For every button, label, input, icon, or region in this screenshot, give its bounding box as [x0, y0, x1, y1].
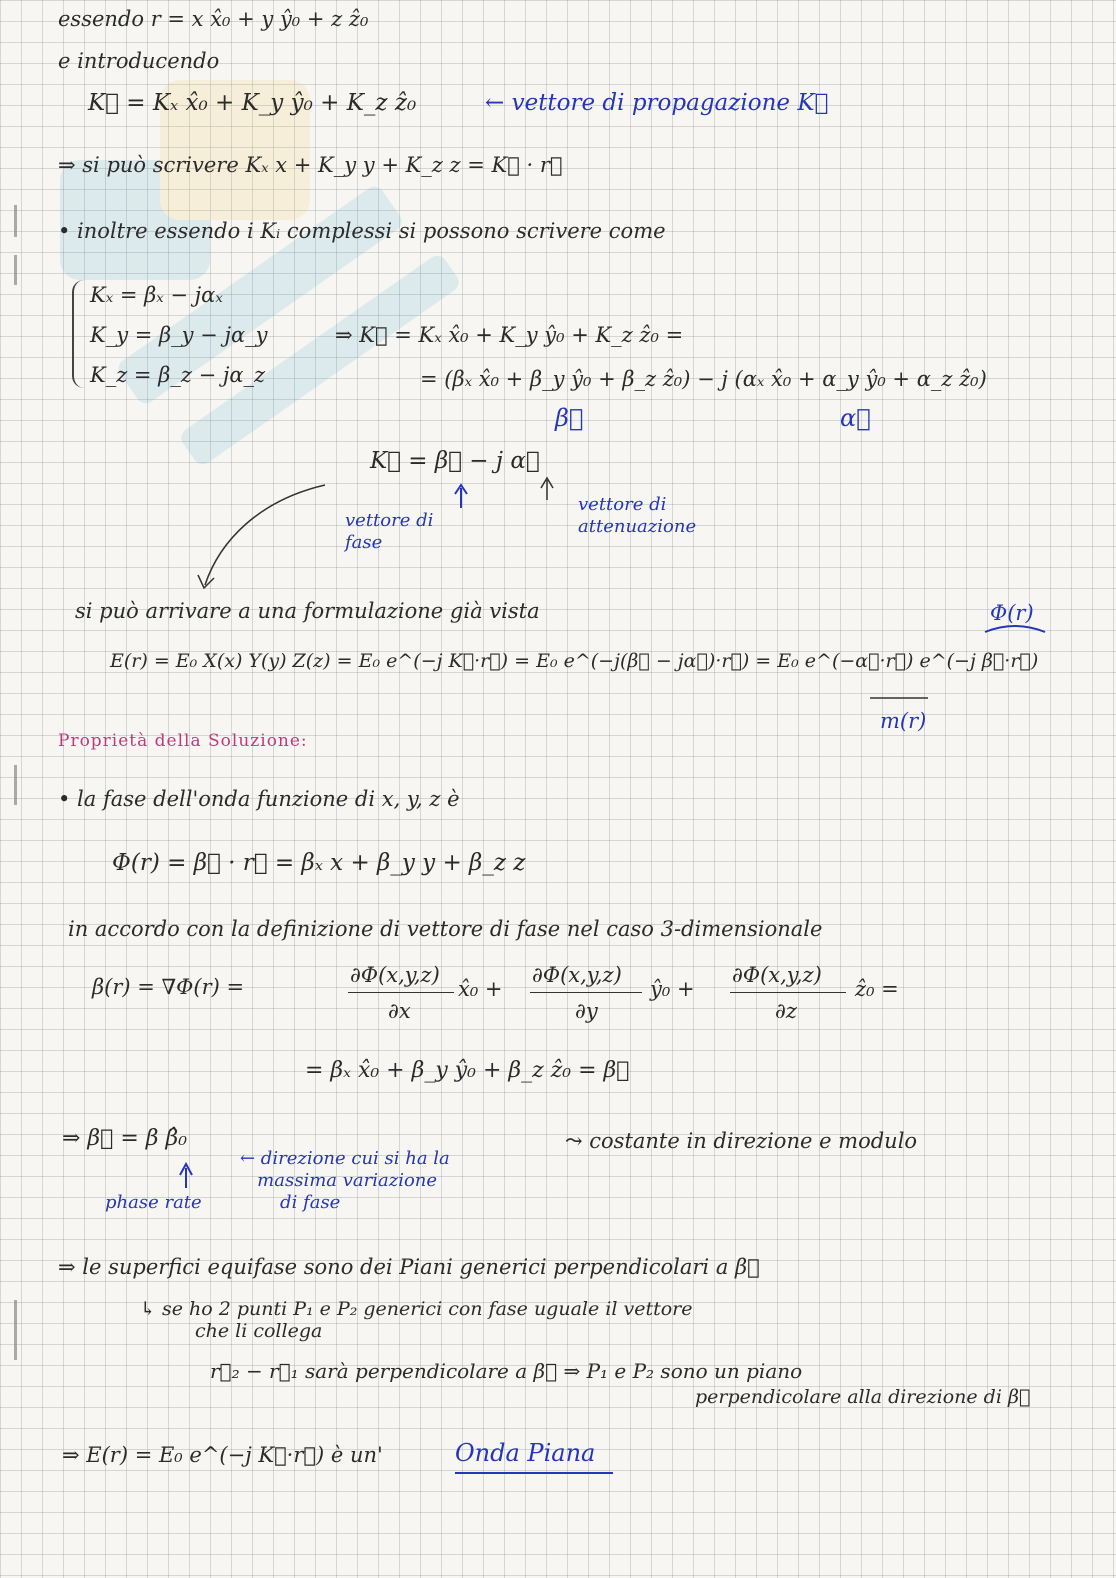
note-costante: ⤳ costante in direzione e modulo — [565, 1129, 918, 1153]
alpha-vector-label: α⃗ — [840, 404, 871, 432]
line-che-li-collega: che li collega — [195, 1320, 323, 1342]
eq-k-vector: K⃗ = Kₓ x̂₀ + K_y ŷ₀ + K_z ẑ₀ — [88, 90, 417, 116]
label-vettore-attenuazione: vettore di attenuazione — [578, 494, 697, 537]
grad-num-x: ∂Φ(x,y,z) — [350, 963, 440, 987]
label-vettore-fase: vettore di fase — [345, 510, 434, 553]
eq-k-beta-alpha: K⃗ = β⃗ − j α⃗ — [370, 448, 540, 474]
eq-E-field: E(r) = E₀ X(x) Y(y) Z(z) = E₀ e^(−j K⃗·r⃗) = E₀ e^(−j(β⃗ − jα⃗)·r⃗) = E₀ e^(−α⃗·r⃗) e^(−j β⃗·r⃗) — [110, 650, 1039, 672]
grad-den-z: ∂z — [775, 999, 797, 1023]
sys-ky: K_y = β_y − jα_y — [90, 323, 268, 347]
grad-unit-x: x̂₀ + — [458, 977, 503, 1001]
line-inoltre: • inoltre essendo i Kᵢ complessi si possono scrivere come — [58, 219, 666, 243]
grad-unit-z: ẑ₀ = — [855, 977, 899, 1001]
phi-label: Φ(r) — [990, 601, 1034, 625]
sys-kx: Kₓ = βₓ − jαₓ — [90, 283, 223, 307]
line-fase-onda: • la fase dell'onda funzione di x, y, z è — [58, 787, 460, 811]
beta-vector-label: β⃗ — [555, 404, 584, 432]
label-phase-rate: phase rate — [105, 1192, 202, 1213]
line-se-ho-2-punti: ↳ se ho 2 punti P₁ e P₂ generici con fase uguale il vettore — [140, 1298, 693, 1320]
grad-unit-y: ŷ₀ + — [650, 977, 695, 1001]
grad-result: = βₓ x̂₀ + β_y ŷ₀ + β_z ẑ₀ = β⃗ — [305, 1058, 630, 1083]
line-superfici-equifase: ⇒ le superfici equifase sono dei Piani generici perpendicolari a β⃗ — [58, 1255, 760, 1279]
line-introducendo: e introducendo — [58, 49, 220, 73]
line-essendo: essendo r = x x̂₀ + y ŷ₀ + z ẑ₀ — [58, 7, 369, 31]
grad-den-y: ∂y — [575, 999, 598, 1023]
m-label: m(r) — [880, 709, 927, 733]
grad-den-x: ∂x — [388, 999, 411, 1023]
sys-result-1: ⇒ K⃗ = Kₓ x̂₀ + K_y ŷ₀ + K_z ẑ₀ = — [335, 323, 684, 347]
line-si-puo-scrivere: ⇒ si può scrivere Kₓ x + K_y y + K_z z = K⃗ · r⃗ — [58, 153, 563, 177]
grad-num-y: ∂Φ(x,y,z) — [532, 963, 622, 987]
line-onda-piana: ⇒ E(r) = E₀ e^(−j K⃗·r⃗) è un' — [62, 1443, 383, 1467]
line-perpendicolare: r⃗₂ − r⃗₁ sarà perpendicolare a β⃗ ⇒ P₁ e P₂ sono un piano — [210, 1359, 803, 1383]
sys-kz: K_z = β_z − jα_z — [90, 363, 266, 387]
onda-piana-label: Onda Piana — [455, 1439, 596, 1467]
line-perpendicolare-direzione: perpendicolare alla direzione di β⃗ — [695, 1386, 1031, 1408]
note-propagation-vector: ← vettore di propagazione K⃗ — [485, 90, 829, 116]
section-heading: Proprietà della Soluzione: — [58, 731, 308, 751]
line-in-accordo: in accordo con la definizione di vettore di fase nel caso 3-dimensionale — [68, 917, 823, 941]
grad-num-z: ∂Φ(x,y,z) — [732, 963, 822, 987]
note-direzione: ← direzione cui si ha la massima variazione di fase — [240, 1148, 450, 1213]
eq-phi: Φ(r) = β⃗ · r⃗ = βₓ x + β_y y + β_z z — [112, 850, 526, 876]
eq-beta-b0: ⇒ β⃗ = β β̂₀ — [62, 1126, 188, 1151]
grad-lhs: β(r) = ∇Φ(r) = — [92, 975, 245, 999]
sys-result-2: = (βₓ x̂₀ + β_y ŷ₀ + β_z ẑ₀) − j (αₓ x̂₀ + α_y ŷ₀ + α_z ẑ₀) — [420, 367, 987, 391]
line-formulazione: si può arrivare a una formulazione già vista — [75, 599, 540, 623]
